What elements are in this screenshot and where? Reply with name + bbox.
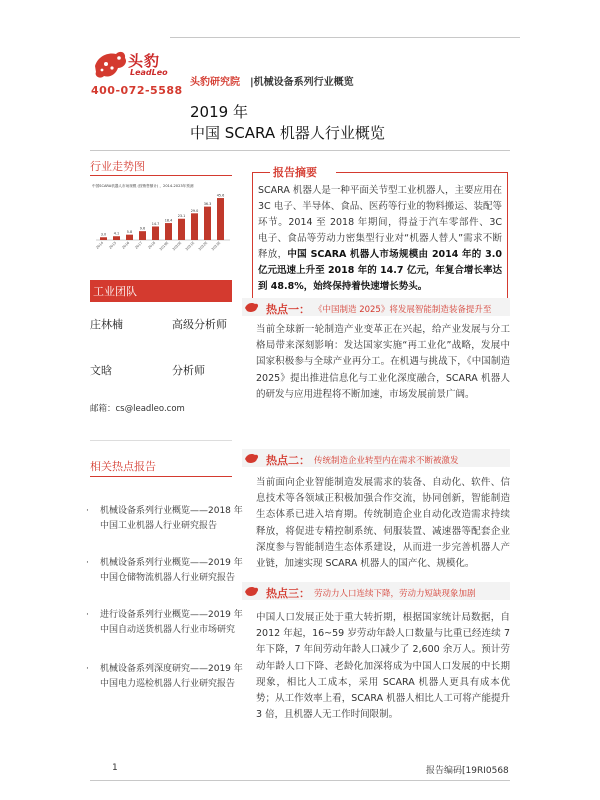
chart-data-label: 14.7 (151, 221, 160, 226)
chart-bar (178, 219, 185, 240)
chart-tick-label: 2021E (184, 240, 196, 252)
hotspot-body: 当前面向企业智能制造发展需求的装备、自动化、软件、信息技术等各领域正积极加强合作交流，协同创新，智能制造生态体系已进入培育期。传统制造企业自动化改造需求持续释放，将促进专精控制系统、伺服装置、减速器等配套企业深度参与智能制造生态体系建设，从而进一步完善机器人产业链，加速实现 SCARA 机器人的国产化、规模化。 (256, 477, 510, 570)
analyst-role: 分析师 (172, 364, 205, 377)
related-report-item[interactable] (86, 608, 246, 638)
summary-highlight: 中国 SCARA 机器人市场规模由 2014 年的 3.0 亿元迅速上升至 2018 年的 14.7 亿元，年复合增长率达到 48.8%，始终保持着快速增长势头。 (258, 249, 502, 292)
chart-title: 中国SCARA机器人市场规模 (按销售额计) ，2014-2023年预测 (92, 184, 194, 188)
chart-data-label: 29.0 (190, 208, 199, 213)
page-title: 中国 SCARA 机器人行业概览 (190, 124, 385, 142)
chart-bar (152, 226, 159, 240)
hotspot-label: 热点一： (266, 303, 310, 316)
chart-data-label: 18.4 (164, 218, 173, 223)
market-size-chart (90, 180, 235, 258)
hotspot-body: 当前全球新一轮制造产业变革正在兴起，给产业发展与分工格局带来深刻影响：发达国家实施“再工业化”战略，发展中国家积极参与全球产业再分工。在机遇与挑战下，《中国制造 2025》提出推进信息化与工业化深度融合，SCARA 机器人的研发与应用进程将不断加速，市场发展前景广阔。 (256, 324, 510, 400)
hotspot-body: 中国人口发展正处于重大转折期，根据国家统计局数据，自 2012 年起，16~59 岁劳动年龄人口数量与比重已经连续 7 年下降，7 年间劳动年龄人口减少了 2,600 余万人。预计劳动年龄人口下降、老龄化加深将成为中国人口发展的中长期现象，相比人工成本，采用 SCARA 机器人更具有成本优势；从工作效率上看，SCARA 机器人相比人工可将产能提升 3 倍，且机器人无工作时间限制。 (256, 612, 510, 721)
chart-bar (113, 236, 120, 240)
trend-rule (90, 175, 232, 176)
top-rule (170, 37, 520, 38)
chart-tick-label: 2019E (158, 240, 170, 252)
chart-data-label: 36.3 (203, 202, 212, 207)
chart-bar (139, 231, 146, 240)
logo-subtitle: LeadLeo (130, 68, 168, 77)
chart-bar (126, 235, 133, 240)
leopard-mark-icon (244, 451, 260, 465)
chart-data-label: 45.6 (216, 193, 225, 198)
related-report-text[interactable]: 机械设备系列行业概览——2019 年中国仓储物流机器人行业研究报告 (100, 558, 243, 583)
analyst-role: 高级分析师 (172, 318, 227, 331)
hotspot-label: 热点三： (266, 587, 310, 600)
trend-title: 行业走势图 (90, 160, 145, 173)
related-report-item[interactable] (86, 662, 246, 692)
page-number: 1 (112, 763, 118, 773)
chart-data-label: 5.8 (126, 230, 133, 235)
logo-wordmark: 头豹 (128, 52, 161, 70)
summary-plain: SCARA 机器人是一种平面关节型工业机器人，主要应用在 3C 电子、半导体、食品、医药等行业的物料搬运、装配等环节。2014 至 2018 年期间，得益于汽车零部件、3C 电子、食品等劳动力密集型行业对“机器人替人”需求不断释放， (258, 185, 502, 260)
chart-data-label: 9.6 (139, 226, 146, 231)
leopard-mark-icon (244, 584, 260, 598)
chart-bar (191, 213, 198, 240)
related-title: 相关热点报告 (90, 460, 156, 473)
chart-bar (204, 207, 211, 240)
chart-bar (100, 237, 107, 240)
related-report-text[interactable]: 进行设备系列行业概览——2019 年中国自动送货机器人行业市场研究 (100, 610, 243, 635)
chart-tick-label: 2023E (210, 240, 222, 252)
hotspot-subtitle: 《中国制造 2025》将发展智能制造装备提升至 (314, 305, 492, 315)
contact-email[interactable]: 邮箱：cs@leadleo.com (90, 404, 185, 414)
related-report-text[interactable]: 机械设备系列深度研究——2019 年中国电力巡检机器人行业研究报告 (100, 664, 243, 689)
bullet-icon: · (86, 664, 89, 674)
chart-tick-label: 2022E (197, 240, 209, 252)
report-code: 报告编码[19RI0568 (426, 766, 509, 776)
related-rule (90, 476, 232, 477)
chart-data-label: 23.1 (177, 214, 186, 219)
related-report-item[interactable] (86, 556, 246, 586)
team-title: 工业团队 (93, 285, 137, 298)
hotspot-subtitle: 劳动力人口连续下降，劳动力短缺现象加剧 (314, 589, 476, 599)
bullet-icon: · (86, 506, 89, 516)
chart-bar (217, 198, 224, 240)
chart-tick-label: 2020E (171, 240, 183, 252)
chart-tick-label: 2018 (147, 240, 157, 250)
chart-tick-label: 2017 (134, 240, 144, 250)
hotspot-label: 热点二： (266, 454, 310, 467)
footer-rule (90, 780, 510, 781)
chart-data-label: 3.0 (100, 232, 107, 237)
report-year: 2019 年 (190, 103, 248, 121)
bullet-icon: · (86, 558, 89, 568)
related-report-item[interactable] (86, 504, 246, 534)
summary-text (258, 183, 502, 295)
sidebar-divider (90, 440, 232, 441)
analyst-name: 文晗 (90, 364, 112, 377)
bullet-icon: · (86, 610, 89, 620)
phone-number: 400-072-5588 (91, 84, 183, 97)
header-divider (90, 150, 510, 151)
chart-tick-label: 2014 (95, 240, 105, 250)
chart-data-label: 4.1 (113, 231, 120, 236)
chart-bar (165, 223, 172, 240)
related-report-text[interactable]: 机械设备系列行业概览——2018 年中国工业机器人行业研究报告 (100, 506, 243, 531)
chart-tick-label: 2015 (108, 240, 118, 250)
header-brand: 头豹研究院 (190, 77, 240, 88)
summary-tag: 报告摘要 (273, 166, 317, 179)
chart-tick-label: 2016 (121, 240, 131, 250)
hotspot-subtitle: 传统制造企业转型内在需求不断被激发 (314, 456, 459, 466)
header-series: |机械设备系列行业概览 (250, 77, 354, 88)
leopard-mark-icon (244, 300, 260, 314)
analyst-name: 庄林楠 (90, 318, 123, 331)
